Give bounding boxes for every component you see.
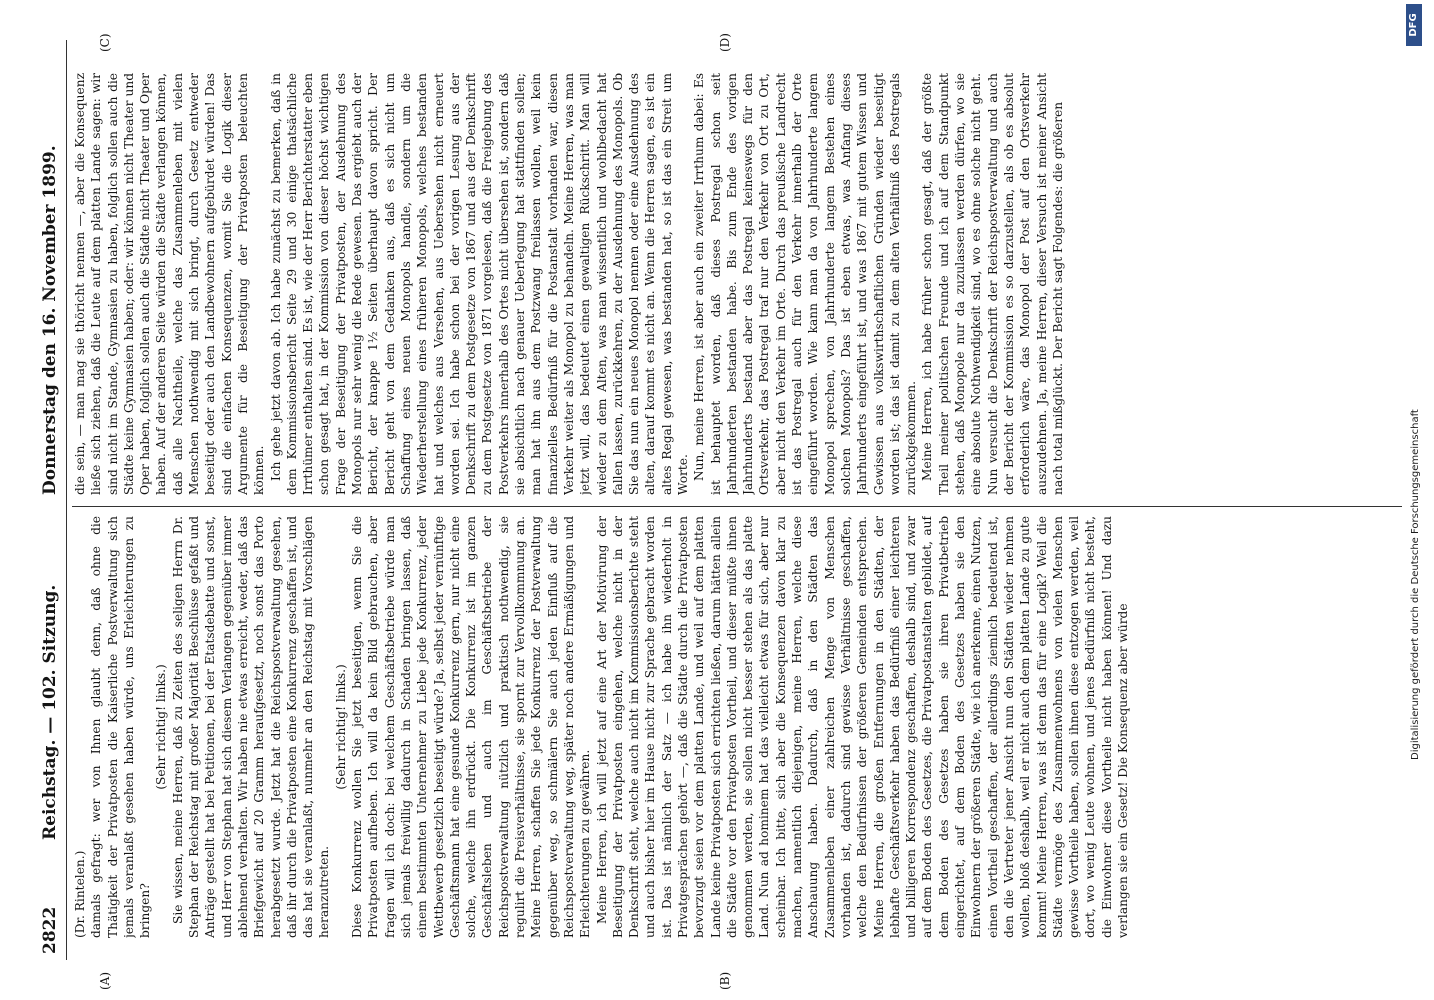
interjection: (Sehr richtig! links.) bbox=[333, 664, 348, 790]
margin-marker-c: (C) bbox=[98, 33, 112, 52]
column-rule bbox=[72, 506, 1402, 507]
digitization-credit: Digitalisierung gefördert durch die Deutsche Forschungsgemeinschaft bbox=[1410, 409, 1421, 760]
page-number: 2822 bbox=[40, 906, 60, 954]
left-column bbox=[72, 516, 1400, 938]
interjection: (Sehr richtig! links.) bbox=[154, 664, 169, 790]
paragraph: Diese Konkurrenz wollen Sie jetzt beseitigen, wenn Sie die Privatposten aufheben. Ich will da kein Bild gebrauchen, aber fragen will ich doch: bei welchem Geschäftsbetriebe würde man sich jemals freiwillig dadurch in Schaden bringen lassen, daß einem bestimmten Unternehmer zu Liebe jede Konkurrenz, jeder Wettbewerb gesetzlich beseitigt würde? Ja, selbst jeder vernünftige Geschäftsmann hat eine gesunde Konkurrenz gern, nur nicht eine solche, welche ihn erdrückt. Die Konkurrenz ist im ganzen Geschäftsleben und auch im Geschäftsbetriebe der Reichspostverwaltung nützlich und praktisch nothwendig, sie regulirt die Preisverhältnisse, sie spornt zur Vervollkommnung an. Meine Herren, schaffen Sie jede Konkurrenz der Postverwaltung gegenüber weg, so schmälern Sie auch jeden Einfluß auf die Reichspostverwaltung weg, später noch andere Ermäßigungen und Erleichterungen zu gewähren. bbox=[350, 516, 593, 938]
margin-marker-a: (A) bbox=[98, 971, 112, 990]
dfg-logo: DFG bbox=[1406, 4, 1422, 46]
margin-marker-b: (B) bbox=[718, 971, 732, 990]
header-rule bbox=[66, 40, 67, 960]
paragraph: damals gefragt: wer von Ihnen glaubt denn, daß ohne die Thätigkeit der Privatposten die Kaiserliche Postverwaltung sich jemals veranlaßt gesehen haben würde, uns Erleichterungen zu bringen? bbox=[89, 516, 153, 938]
paragraph: Sie wissen, meine Herren, daß zu Zeiten des seligen Herrn Dr. Stephan der Reichstag mit großer Majorität Beschlüsse gefaßt und Anträge gestellt hat bei Petitionen, bei der Etatsdebatte und sonst, und Herr von Stephan hat sich diesem Verlangen gegenüber immer ablehnend verhalten. Wir haben nie etwas erreicht, weder, daß das Briefgewicht auf 20 Gramm heraufgesetzt, noch sonst das Porto herabgesetzt wurde. Jetzt hat die Reichspostverwaltung gesehen, daß ihr durch die Privatposten eine Konkurrenz geschaffen ist, und das hat sie veranlaßt, nunmehr an den Reichstag mit Vorschlägen heranzutreten. bbox=[170, 516, 332, 938]
speaker-label: (Dr. Rintelen.) bbox=[73, 850, 87, 938]
paragraph: die sein, — man mag sie thöricht nennen —, aber die Konsequenz ließe sich ziehen, daß die Leute auf dem platten Lande sagen: wir sind nicht im Stande, Gymnasien zu haben, folglich sollen auch die Städte keine Gymnasien haben; oder: wir können nicht Theater und Oper haben, folglich sollen auch die Städte nicht Theater und Oper haben. Auf der anderen Seite würden die Städte verlangen können, daß alle Nachtheile, welche das Zusammenleben mit vielen Menschen nothwendig mit sich bringt, durch Gesetz entweder beseitigt oder auch den Landbewohnern aufgebürdet würden! Das sind die einfachen Konsequenzen, womit Sie die Logik dieser Argumente für die Beseitigung der Privatposten beleuchten können. bbox=[73, 73, 267, 495]
paragraph: Meine Herren, ich habe früher schon gesagt, daß der größte Theil meiner politischen Freunde und ich auf dem Standpunkt stehen, daß Monopole nur da zuzulassen werden dürfen, wo sie eine absolute Nothwendigkeit sind, wo es ohne solche nicht geht. Nun versucht die Denkschrift der Reichspostverwaltung und auch der Bericht der Kommission es so darzustellen, als ob es absolut erforderlich wäre, das Monopol der Post auf den Ortsverkehr auszudehnen. Ja, meine Herren, dieser Versuch ist meiner Ansicht nach total mißglückt. Der Bericht sagt Folgendes: die größeren bbox=[920, 73, 1065, 495]
margin-marker-d: (D) bbox=[718, 33, 732, 52]
paragraph: Ich gehe jetzt davon ab. Ich habe zunächst zu bemerken, daß in dem Kommissionsbericht Seite 29 und 30 einige thatsächliche Irrthümer enthalten sind. Es ist, wie der Herr Berichterstatter eben schon gesagt hat, in der Kommission von dieser höchst wichtigen Frage der Beseitigung der Privatposten, der Ausdehnung des Monopols nur sehr wenig die Rede gewesen. Das ergiebt auch der Bericht, der knappe 1½ Seiten überhaupt davon spricht. Der Bericht geht von dem Gedanken aus, daß es sich nicht um Schaffung eines neuen Monopols handle, sondern um die Wiederherstellung eines früheren Monopols, welches bestanden hat und welches aus Versehen, aus Uebersehen nicht erneuert worden sei. Ich habe schon bei der vorigen Lesung aus der Denkschrift zu dem Postgesetze von 1867 und aus der Denkschrift zu dem Postgesetze von 1871 vorgelesen, daß die Freigebung des Postverkehrs innerhalb des Ortes nicht übersehen ist, sondern daß sie absichtlich nach genauer Ueberlegung hat stattfinden sollen; man hat ihn aus dem Postzwang freilassen wollen, weil kein finanzielles Bedürfniß für die Postanstalt vorhanden war, diesen Verkehr weiter als Monopol zu behandeln. Meine Herren, was man jetzt will, das bedeutet einen gewaltigen Rückschritt. Man will wieder zu dem Alten, was man wissentlich und wohlbedacht hat fallen lassen, zurückkehren, zu der Ausdehnung des Monopols. Ob Sie das nun ein neues Monopol nennen oder eine Ausdehnung des alten, darauf kommt es nicht an. Wenn die Herren sagen, es ist ein altes Regal gewesen, was bestanden hat, so ist das ein Streit um Worte. bbox=[268, 73, 690, 495]
session-date: Donnerstag den 16. November 1899. bbox=[40, 145, 60, 495]
paragraph: Nun, meine Herren, ist aber auch ein zweiter Irrthum dabei: Es ist behauptet worden, daß dieses Postregal schon seit Jahrhunderten bestanden habe. Bis zum Ende des vorigen Jahrhunderts bestand aber das Postregal keineswegs für den Ortsverkehr, das Postregal traf nur den Verkehr von Ort zu Ort, aber nicht den Verkehr im Orte. Durch das preußische Landrecht ist das Postregal auch für den Verkehr innerhalb der Orte eingeführt worden. Wie kann man da von Jahrhunderte langem Monopol sprechen, von Jahrhunderte langem Bestehen eines solchen Monopols? Das ist eben etwas, was Anfang dieses Jahrhunderts eingeführt ist, und was 1867 mit gutem Wissen und Gewissen aus volkswirthschaftlichen Gründen wieder beseitigt worden ist; das ist damit zu dem alten Verhältniß des Postregals zurückgekommen. bbox=[692, 73, 919, 495]
session-title: Reichstag. — 102. Sitzung. bbox=[40, 584, 60, 840]
right-column bbox=[72, 73, 1400, 495]
paragraph: Meine Herren, ich will jetzt auf eine Art der Motivirung der Beseitigung der Privatposten eingehen, welche nicht in der Denkschrift steht, welche auch nicht im Kommissionsberichte steht und auch bisher hier im Hause nicht zur Sprache gebracht worden ist. Das ist nämlich der Satz — ich habe ihn wiederholt in Privatgesprächen gehört —, daß die Städte durch die Privatposten bevorzugt seien vor dem platten Lande, und weil auf dem platten Lande keine Privatposten sich errichten ließen, darum hätten allein die Städte vor den Privatposten Vortheil, und dieser müßte ihnen genommen werden, sie sollen nicht besser stehen als das platte Land. Nun ad hominem hat das vielleicht etwas für sich, aber nur scheinbar. Ich bitte, sich aber die Konsequenzen davon klar zu machen, namentlich diejenigen, meine Herren, welche diese Anschauung haben. Dadurch, daß in den Städten das Zusammenleben einer zahlreichen Menge von Menschen vorhanden ist, dadurch sind gewisse Verhältnisse geschaffen, welche den Bedürfnissen der größeren Gemeinden entsprechen. Meine Herren, die großen Entfernungen in den Städten, der lebhafte Geschäftsverkehr haben das Bedürfniß einer leichteren und billigeren Korrespondenz geschaffen, deshalb sind, und zwar auf dem Boden des Gesetzes, die Privatpostanstalten gebildet, auf dem Boden des Gesetzes haben sie ihren Privatbetrieb eingerichtet, auf dem Boden des Gesetzes haben sie den Einwohnern der größeren Städte, wie ich anerkenne, einen Nutzen, einen Vortheil geschaffen, der allerdings ziemlich bedeutend ist, den die Vertreter jener Ansicht nun den Städten wieder nehmen wollen, bloß deshalb, weil er nicht auch dem platten Lande zu gute kommt! Meine Herren, was ist denn das für eine Logik? Weil die Städte vermöge des Zusammenwohnens von vielen Menschen gewisse Vortheile haben, sollen ihnen diese entzogen werden, weil dort, wo wenig Leute wohnen, und jenes Bedürfniß nicht besteht, die Einwohner diese Vortheile nicht haben können! Und dazu verlangen sie ein Gesetz! Die Konsequenz aber würde bbox=[594, 516, 1130, 938]
